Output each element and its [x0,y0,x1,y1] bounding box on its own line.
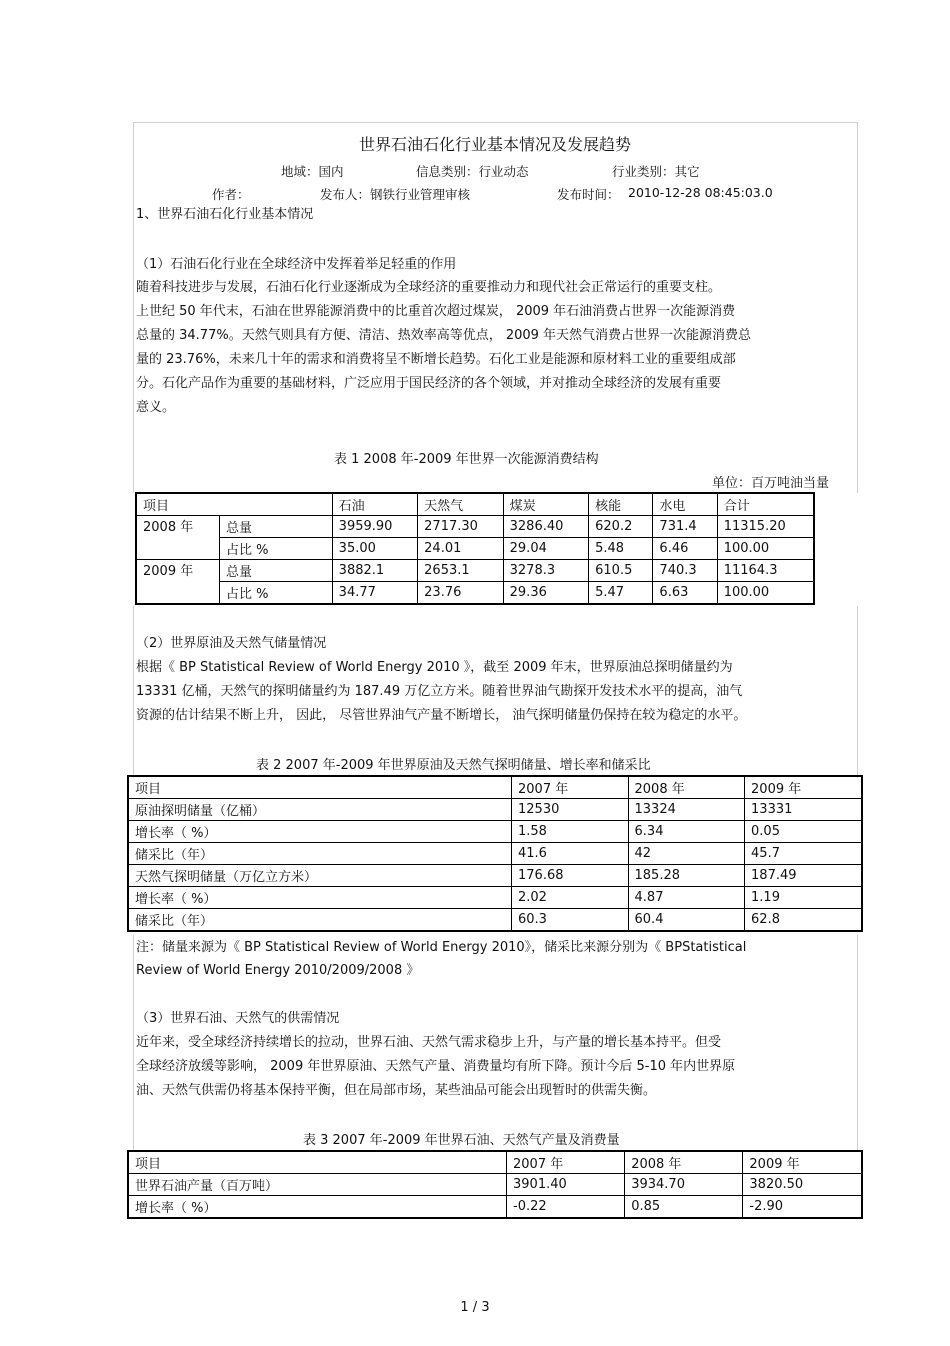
table-cell: 41.6 [512,843,629,865]
table-row [136,560,814,582]
table-cell: -2.90 [743,1196,862,1219]
table-cell: 1.58 [512,821,629,843]
table-cell: 34.77 [332,582,417,605]
meta-region: 地域：国内 [281,164,344,179]
table-cell: 总量 [220,516,333,538]
paragraph-2-line: 13331 亿桶，天然气的探明储量约为 187.49 万亿立方米。随着世界油气勘探开发技术水平的提高，油气 [136,684,743,699]
table-cell: 2.02 [512,887,629,909]
table-cell: 6.34 [628,821,745,843]
table-cell: 4.87 [628,887,745,909]
table-cell: 24.01 [418,538,503,560]
table-cell: 0.05 [745,821,862,843]
table-cell: -0.22 [507,1196,625,1219]
table-1-header-cell: 合计 [717,493,814,516]
paragraph-1-line: 量的 23.76%，未来几十年的需求和消费将呈不断增长趋势。石化工业是能源和原材料工业的重要组成部 [136,352,736,367]
paragraph-1-line: 意义。 [136,400,176,415]
table-cell: 占比 % [220,582,333,605]
table-cell: 60.4 [628,909,745,932]
table-2-header-cell: 2008 年 [628,776,745,799]
table-1-header-cell: 项目 [136,493,332,516]
table-cell: 11315.20 [717,516,814,538]
table-1-header-cell: 核能 [589,493,653,516]
table-row [136,516,814,538]
table-cell: 3901.40 [507,1174,625,1196]
table-cell: 世界石油产量（百万吨） [128,1174,507,1196]
table-cell: 增长率（ %） [128,887,512,909]
table-cell: 总量 [220,560,333,582]
table-row [128,1196,862,1219]
table-cell: 60.3 [512,909,629,932]
table-1-header-cell: 煤炭 [503,493,588,516]
table-1 [135,492,815,605]
table-1-year-cell: 2009 年 [136,560,220,605]
table-cell: 176.68 [512,865,629,887]
paragraph-3-line: 近年来，受全球经济持续增长的拉动，世界石油、天然气需求稳步上升，与产量的增长基本持平。但受 [136,1035,722,1050]
table-cell: 3882.1 [332,560,417,582]
table-row [136,582,814,605]
table-cell: 3959.90 [332,516,417,538]
table-cell: 1.19 [745,887,862,909]
table-cell: 原油探明储量（亿桶） [128,799,512,821]
paragraph-1-line: 随着科技进步与发展，石油石化行业逐渐成为全球经济的重要推动力和现代社会正常运行的重要支柱。 [136,280,722,295]
table-cell: 35.00 [332,538,417,560]
table-cell: 2717.30 [418,516,503,538]
table-3-caption: 表 3 2007 年-2009 年世界石油、天然气产量及消费量 [303,1133,620,1148]
table-2-header-cell: 项目 [128,776,512,799]
subsection-heading-1: （1）石油石化行业在全球经济中发挥着举足轻重的作用 [136,257,457,272]
table-2-header-cell: 2007 年 [512,776,629,799]
paragraph-1-line: 总量的 34.77%。天然气则具有方便、清洁、热效率高等优点， 2009 年天然气消费占世界一次能源消费总 [136,328,752,343]
table-row [128,865,862,887]
paragraph-1-line: 上世纪 50 年代末，石油在世界能源消费中的比重首次超过煤炭， 2009 年石油消费占世界一次能源消费 [136,304,736,319]
table-cell: 42 [628,843,745,865]
table-cell: 187.49 [745,865,862,887]
table-cell: 731.4 [653,516,717,538]
table-1-header-cell: 天然气 [418,493,503,516]
table-cell: 5.48 [589,538,653,560]
table-cell: 11164.3 [717,560,814,582]
paragraph-2-line: 资源的估计结果不断上升， 因此， 尽管世界油气产量不断增长， 油气探明储量仍保持在较为稳定的水平。 [136,708,747,723]
table-3 [127,1150,863,1219]
table-1-header-cell: 水电 [653,493,717,516]
table-2-caption: 表 2 2007 年-2009 年世界原油及天然气探明储量、增长率和储采比 [256,758,651,773]
table-3-header-row [128,1151,862,1174]
table-cell: 占比 % [220,538,333,560]
table-row [128,799,862,821]
table-cell: 23.76 [418,582,503,605]
table-1-unit: 单位：百万吨油当量 [712,476,830,491]
table-2-header-row [128,776,862,799]
table-row [128,887,862,909]
table-row [128,1174,862,1196]
table-cell: 6.63 [653,582,717,605]
table-3-header-cell: 2009 年 [743,1151,862,1174]
table-cell: 45.7 [745,843,862,865]
table-cell: 740.3 [653,560,717,582]
table-3-header-cell: 2008 年 [625,1151,743,1174]
table-cell: 13331 [745,799,862,821]
table-cell: 62.8 [745,909,862,932]
subsection-heading-2: （2）世界原油及天然气储量情况 [136,636,327,651]
table-2-header-cell: 2009 年 [745,776,862,799]
meta-info-type: 信息类别：行业动态 [416,164,529,179]
table-cell: 增长率（ %） [128,821,512,843]
section-heading-1: 1、世界石油石化行业基本情况 [136,207,314,222]
paragraph-1-line: 分。石化产品作为重要的基础材料，广泛应用于国民经济的各个领域，并对推动全球经济的发展有重要 [136,376,722,391]
table-row [128,843,862,865]
table-cell: 100.00 [717,538,814,560]
paragraph-3-line: 油、天然气供需仍将基本保持平衡，但在局部市场，某些油品可能会出现暂时的供需失衡。 [136,1083,657,1098]
table-cell: 3820.50 [743,1174,862,1196]
meta-publish-time: 2010-12-28 08:45:03.0 [628,185,773,200]
table-cell: 增长率（ %） [128,1196,507,1219]
table-cell: 29.04 [503,538,588,560]
table-cell: 185.28 [628,865,745,887]
table-1-header-cell: 石油 [332,493,417,516]
table-2-note-line: Review of World Energy 2010/2009/2008 》 [136,963,420,978]
table-cell: 3934.70 [625,1174,743,1196]
table-cell: 12530 [512,799,629,821]
meta-publish-time-label: 发布时间： [557,187,620,202]
table-cell: 0.85 [625,1196,743,1219]
table-cell: 3286.40 [503,516,588,538]
table-cell: 储采比（年） [128,843,512,865]
table-2-note-line: 注：储量来源为《 BP Statistical Review of World Energy 2010》，储采比来源分别为《 BPStatistical [136,940,747,955]
table-1-year-cell: 2008 年 [136,516,220,560]
table-cell: 13324 [628,799,745,821]
table-cell: 天然气探明储量（万亿立方米） [128,865,512,887]
meta-author: 作者： [212,187,250,202]
table-3-header-cell: 项目 [128,1151,507,1174]
page-number: 1 / 3 [460,1300,490,1315]
table-cell: 29.36 [503,582,588,605]
table-1-caption: 表 1 2008 年-2009 年世界一次能源消费结构 [334,452,599,467]
subsection-heading-3: （3）世界石油、天然气的供需情况 [136,1011,340,1026]
table-row [128,821,862,843]
table-cell: 620.2 [589,516,653,538]
paragraph-2-line: 根据《 BP Statistical Review of World Energy 2010 》，截至 2009 年末，世界原油总探明储量约为 [136,660,733,675]
table-cell: 5.47 [589,582,653,605]
table-cell: 2653.1 [418,560,503,582]
table-2 [127,775,863,932]
table-row [136,538,814,560]
table-cell: 6.46 [653,538,717,560]
table-row [128,909,862,932]
table-cell: 610.5 [589,560,653,582]
table-3-header-cell: 2007 年 [507,1151,625,1174]
table-1-header-row [136,493,814,516]
table-cell: 100.00 [717,582,814,605]
document-title: 世界石油石化行业基本情况及发展趋势 [358,135,631,154]
meta-publisher: 发布人：钢铁行业管理审核 [320,187,471,202]
meta-industry-type: 行业类别：其它 [612,164,700,179]
table-cell: 储采比（年） [128,909,512,932]
table-cell: 3278.3 [503,560,588,582]
paragraph-3-line: 全球经济放缓等影响， 2009 年世界原油、天然气产量、消费量均有所下降。预计今后 5-10 年内世界原 [136,1059,736,1074]
